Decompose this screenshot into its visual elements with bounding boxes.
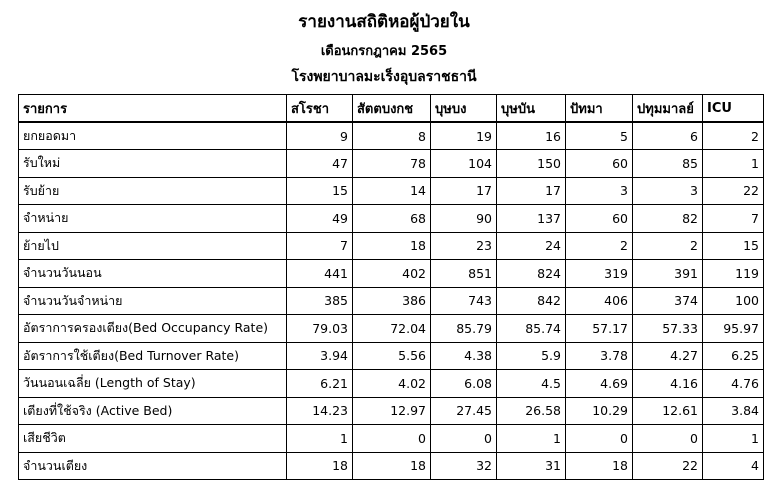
value-cell: 7	[703, 205, 764, 233]
value-cell: 90	[431, 205, 497, 233]
row-label: รับย้าย	[19, 177, 287, 205]
value-cell: 6	[633, 122, 703, 150]
value-cell: 18	[353, 452, 431, 480]
value-cell: 4.02	[353, 370, 431, 398]
value-cell: 1	[287, 425, 353, 453]
value-cell: 7	[287, 232, 353, 260]
value-cell: 15	[287, 177, 353, 205]
value-cell: 24	[497, 232, 566, 260]
value-cell: 4.5	[497, 370, 566, 398]
value-cell: 4.27	[633, 342, 703, 370]
table-row	[19, 425, 764, 453]
value-cell: 49	[287, 205, 353, 233]
hospital-name: โรงพยาบาลมะเร็งอุบลราชธานี	[291, 69, 477, 85]
value-cell: 319	[566, 260, 633, 288]
value-cell: 150	[497, 150, 566, 178]
value-cell: 85.74	[497, 315, 566, 343]
value-cell: 5	[566, 122, 633, 150]
value-cell: 82	[633, 205, 703, 233]
value-cell: 8	[353, 122, 431, 150]
row-label: จำนวนวันจำหน่าย	[19, 287, 287, 315]
value-cell: 0	[566, 425, 633, 453]
value-cell: 4.69	[566, 370, 633, 398]
value-cell: 386	[353, 287, 431, 315]
table-row	[19, 370, 764, 398]
value-cell: 3.94	[287, 342, 353, 370]
value-cell: 10.29	[566, 397, 633, 425]
value-cell: 95.97	[703, 315, 764, 343]
value-cell: 22	[633, 452, 703, 480]
header-cell: สโรชา	[287, 95, 353, 123]
value-cell: 2	[703, 122, 764, 150]
header-cell: บุษบัน	[497, 95, 566, 123]
value-cell: 824	[497, 260, 566, 288]
value-cell: 18	[287, 452, 353, 480]
value-cell: 391	[633, 260, 703, 288]
value-cell: 19	[431, 122, 497, 150]
row-label: วันนอนเฉลี่ย (Length of Stay)	[19, 370, 287, 398]
value-cell: 4.38	[431, 342, 497, 370]
value-cell: 4.76	[703, 370, 764, 398]
table-row	[19, 150, 764, 178]
value-cell: 100	[703, 287, 764, 315]
row-label: อัตราการใช้เตียง(Bed Turnover Rate)	[19, 342, 287, 370]
value-cell: 15	[703, 232, 764, 260]
table-row	[19, 452, 764, 480]
value-cell: 26.58	[497, 397, 566, 425]
table-row	[19, 205, 764, 233]
value-cell: 17	[431, 177, 497, 205]
row-label: เสียชีวิต	[19, 425, 287, 453]
value-cell: 2	[566, 232, 633, 260]
value-cell: 6.25	[703, 342, 764, 370]
row-label: อัตราการครองเตียง(Bed Occupancy Rate)	[19, 315, 287, 343]
value-cell: 385	[287, 287, 353, 315]
value-cell: 60	[566, 205, 633, 233]
value-cell: 3	[566, 177, 633, 205]
statistics-table	[18, 94, 764, 480]
report-title: รายงานสถิติหอผู้ป่วยใน	[298, 12, 470, 32]
value-cell: 402	[353, 260, 431, 288]
row-label: รับใหม่	[19, 150, 287, 178]
value-cell: 72.04	[353, 315, 431, 343]
value-cell: 1	[703, 150, 764, 178]
header-cell: สัตตบงกช	[353, 95, 431, 123]
value-cell: 6.08	[431, 370, 497, 398]
value-cell: 78	[353, 150, 431, 178]
value-cell: 18	[566, 452, 633, 480]
table-row	[19, 260, 764, 288]
value-cell: 14.23	[287, 397, 353, 425]
value-cell: 57.33	[633, 315, 703, 343]
value-cell: 842	[497, 287, 566, 315]
value-cell: 12.61	[633, 397, 703, 425]
header-cell: ICU	[703, 95, 764, 123]
row-label: ย้ายไป	[19, 232, 287, 260]
value-cell: 18	[353, 232, 431, 260]
row-label: จำนวนเตียง	[19, 452, 287, 480]
value-cell: 374	[633, 287, 703, 315]
value-cell: 60	[566, 150, 633, 178]
value-cell: 85	[633, 150, 703, 178]
value-cell: 137	[497, 205, 566, 233]
value-cell: 3.84	[703, 397, 764, 425]
value-cell: 4	[703, 452, 764, 480]
value-cell: 47	[287, 150, 353, 178]
header-cell: รายการ	[19, 95, 287, 123]
value-cell: 1	[703, 425, 764, 453]
table-row	[19, 232, 764, 260]
value-cell: 68	[353, 205, 431, 233]
table-row	[19, 177, 764, 205]
value-cell: 16	[497, 122, 566, 150]
header-cell: บุษบง	[431, 95, 497, 123]
value-cell: 57.17	[566, 315, 633, 343]
value-cell: 0	[431, 425, 497, 453]
value-cell: 104	[431, 150, 497, 178]
value-cell: 32	[431, 452, 497, 480]
value-cell: 1	[497, 425, 566, 453]
value-cell: 406	[566, 287, 633, 315]
value-cell: 6.21	[287, 370, 353, 398]
value-cell: 0	[353, 425, 431, 453]
value-cell: 31	[497, 452, 566, 480]
value-cell: 119	[703, 260, 764, 288]
value-cell: 3.78	[566, 342, 633, 370]
value-cell: 5.56	[353, 342, 431, 370]
row-label: เตียงที่ใช้จริง (Active Bed)	[19, 397, 287, 425]
header-cell: ปทุมมาลย์	[633, 95, 703, 123]
header-cell: ปัทมา	[566, 95, 633, 123]
value-cell: 79.03	[287, 315, 353, 343]
row-label: จำนวนวันนอน	[19, 260, 287, 288]
value-cell: 9	[287, 122, 353, 150]
value-cell: 4.16	[633, 370, 703, 398]
table-row	[19, 122, 764, 150]
value-cell: 27.45	[431, 397, 497, 425]
table-row	[19, 397, 764, 425]
value-cell: 441	[287, 260, 353, 288]
table-row	[19, 342, 764, 370]
value-cell: 0	[633, 425, 703, 453]
value-cell: 2	[633, 232, 703, 260]
value-cell: 851	[431, 260, 497, 288]
value-cell: 743	[431, 287, 497, 315]
value-cell: 17	[497, 177, 566, 205]
table-row	[19, 287, 764, 315]
value-cell: 14	[353, 177, 431, 205]
value-cell: 12.97	[353, 397, 431, 425]
row-label: จำหน่าย	[19, 205, 287, 233]
value-cell: 3	[633, 177, 703, 205]
report-month: เดือนกรกฎาคม 2565	[320, 44, 448, 59]
value-cell: 23	[431, 232, 497, 260]
table-row	[19, 315, 764, 343]
value-cell: 85.79	[431, 315, 497, 343]
table-header-row	[19, 95, 764, 123]
row-label: ยกยอดมา	[19, 122, 287, 150]
value-cell: 5.9	[497, 342, 566, 370]
value-cell: 22	[703, 177, 764, 205]
